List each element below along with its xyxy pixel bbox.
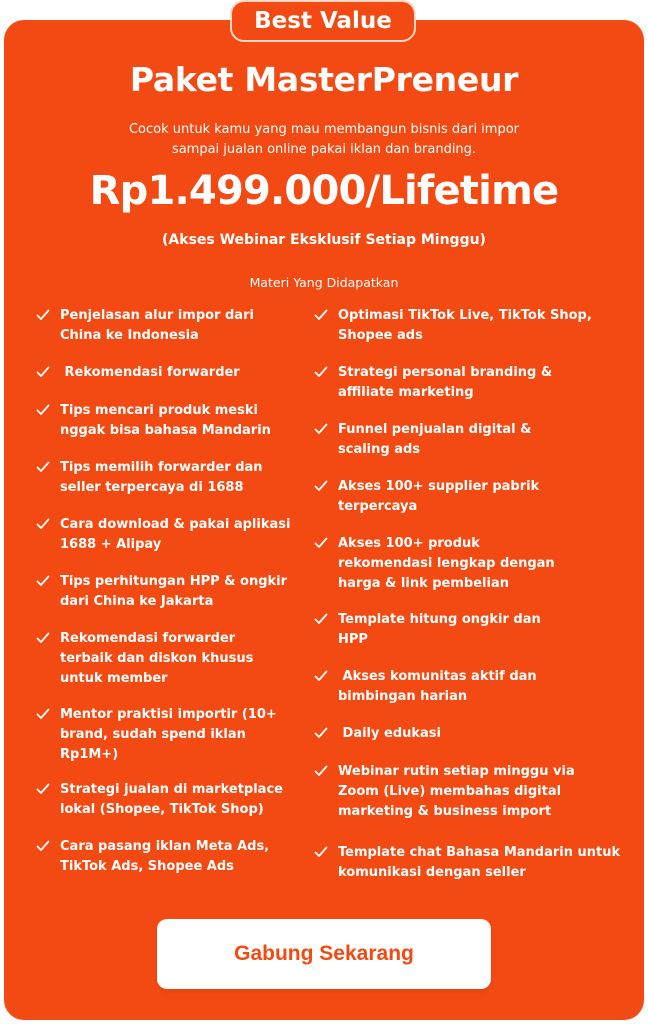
- price-note: (Akses Webinar Eksklusif Setiap Minggu): [162, 232, 486, 248]
- feature-text: Funnel penjualan digital & scaling ads: [338, 422, 532, 457]
- feature-item: [314, 306, 602, 346]
- check-icon: [36, 572, 50, 592]
- feature-text: Template hitung ongkir dan HPP: [338, 612, 541, 647]
- feature-item: [36, 837, 292, 877]
- feature-item: [314, 762, 618, 822]
- feature-text: Mentor praktisi importir (10+ brand, sudah spend iklan Rp1M+): [60, 707, 277, 762]
- feature-item: [36, 306, 292, 346]
- feature-item: [36, 401, 292, 441]
- check-icon: [36, 629, 50, 649]
- check-icon: [314, 363, 328, 383]
- best-value-badge: Best Value: [230, 0, 416, 42]
- feature-text: Akses 100+ supplier pabrik terpercaya: [338, 479, 540, 514]
- feature-text: Akses komunitas aktif dan bimbingan harian: [338, 669, 542, 704]
- feature-text: Strategi jualan di marketplace lokal (Shopee, TikTok Shop): [60, 782, 283, 817]
- feature-text: Cara download & pakai aplikasi 1688 + Alipay: [60, 517, 291, 552]
- feature-item: [36, 572, 292, 612]
- feature-item: [314, 363, 568, 403]
- check-icon: [314, 534, 328, 554]
- feature-item: [314, 477, 548, 517]
- check-icon: [314, 843, 328, 863]
- check-icon: [314, 724, 328, 744]
- check-icon: [36, 780, 50, 800]
- check-icon: [314, 477, 328, 497]
- feature-text: Template chat Bahasa Mandarin untuk komunikasi dengan seller: [338, 845, 621, 880]
- feature-item: [36, 515, 292, 555]
- plan-subtitle-line-1: Cocok untuk kamu yang mau membangun bisnis dari impor: [128, 122, 520, 137]
- check-icon: [36, 458, 50, 478]
- feature-text: Rekomendasi forwarder: [60, 365, 240, 380]
- feature-item: [314, 420, 538, 460]
- join-now-button[interactable]: Gabung Sekarang: [157, 919, 491, 989]
- feature-item: [314, 610, 548, 650]
- feature-text: Daily edukasi: [338, 726, 441, 741]
- feature-text: Optimasi TikTok Live, TikTok Shop, Shopee ads: [338, 308, 592, 343]
- feature-item: [36, 780, 292, 820]
- check-icon: [36, 705, 50, 725]
- feature-text: Strategi personal branding & affiliate marketing: [338, 365, 553, 400]
- feature-text: Tips memilih forwarder dan seller terpercaya di 1688: [60, 460, 263, 495]
- feature-text: Webinar rutin setiap minggu via Zoom (Live) membahas digital marketing & business import: [338, 764, 575, 819]
- check-icon: [314, 667, 328, 687]
- feature-text: Tips mencari produk meski nggak bisa bahasa Mandarin: [60, 403, 271, 438]
- feature-item: [36, 705, 280, 765]
- pricing-card: [4, 20, 644, 1020]
- check-icon: [314, 610, 328, 630]
- plan-subtitle-line-2: sampai jualan online pakai iklan dan branding.: [171, 142, 477, 157]
- feature-item: [36, 363, 292, 383]
- check-icon: [36, 306, 50, 326]
- plan-title: Paket MasterPreneur: [129, 60, 519, 99]
- plan-price: Rp1.499.000/Lifetime: [89, 168, 559, 214]
- feature-text: Cara pasang iklan Meta Ads, TikTok Ads, Shopee Ads: [60, 839, 270, 874]
- feature-item: [36, 458, 292, 498]
- check-icon: [314, 306, 328, 326]
- feature-item: [36, 629, 260, 689]
- check-icon: [314, 762, 328, 782]
- check-icon: [36, 401, 50, 421]
- feature-text: Penjelasan alur impor dari China ke Indonesia: [60, 308, 254, 343]
- feature-item: [314, 724, 570, 744]
- feature-text: Tips perhitungan HPP & ongkir dari China ke Jakarta: [60, 574, 288, 609]
- check-icon: [36, 363, 50, 383]
- feature-item: [314, 667, 618, 707]
- feature-item: [314, 843, 628, 883]
- feature-list: [4, 20, 644, 920]
- check-icon: [314, 420, 328, 440]
- feature-text: Akses 100+ produk rekomendasi lengkap dengan harga & link pembelian: [338, 536, 555, 591]
- check-icon: [36, 837, 50, 857]
- feature-text: Rekomendasi forwarder terbaik dan diskon khusus untuk member: [60, 631, 254, 686]
- check-icon: [36, 515, 50, 535]
- feature-item: [314, 534, 578, 594]
- materi-heading: Materi Yang Didapatkan: [249, 275, 399, 290]
